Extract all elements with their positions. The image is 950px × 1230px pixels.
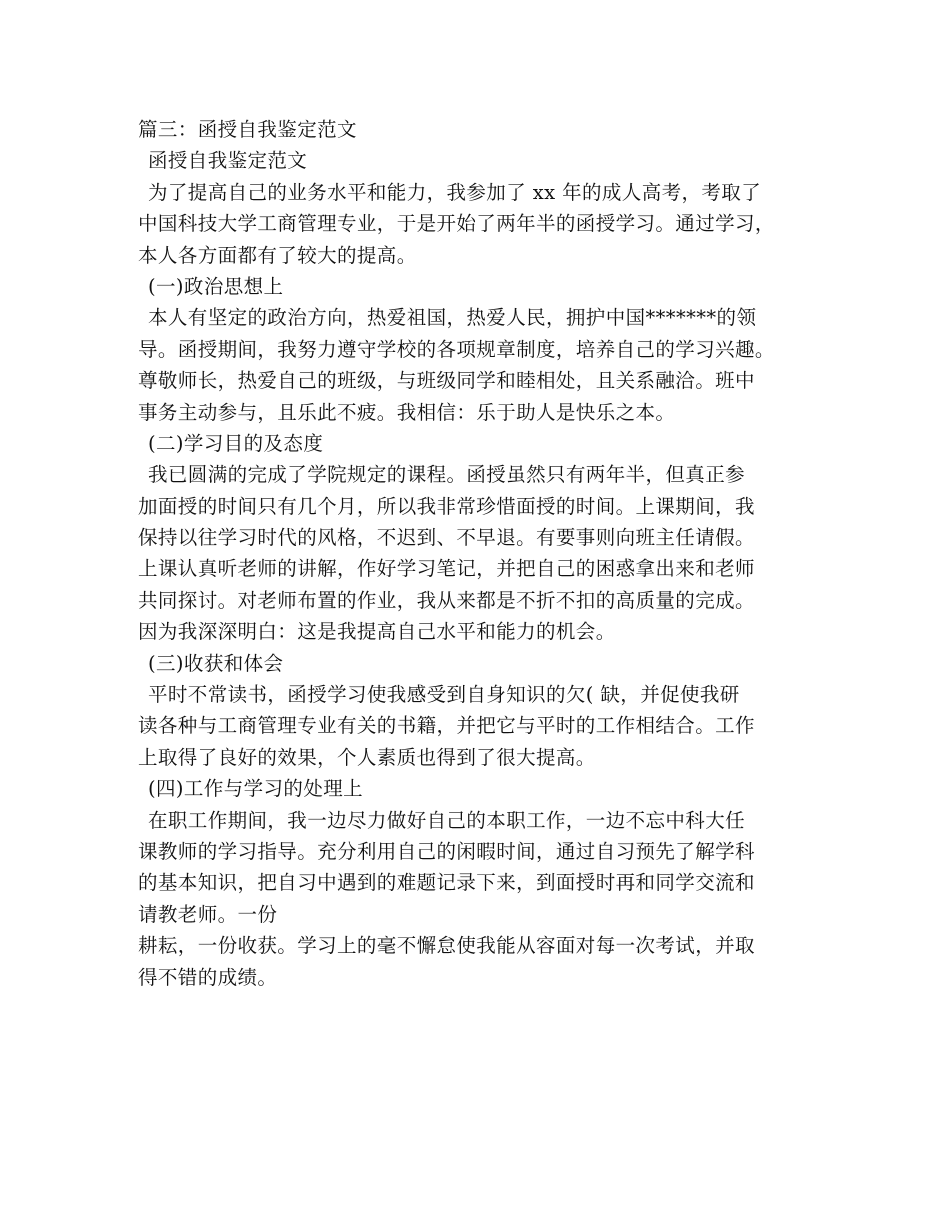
text-line: 尊敬师长，热爱自己的班级，与班级同学和睦相处，且关系融洽。班中 [138,369,755,393]
text-line: 本人各方面都有了较大的提高。 [138,243,417,267]
text-line: 得不错的成绩。 [138,965,278,989]
text-line: 因为我深深明白：这是我提高自己水平和能力的机会。 [138,620,616,644]
text-line: 导。函授期间，我努力遵守学校的各项规章制度，培养自己的学习兴趣。 [138,337,775,361]
text-line: (二)学习目的及态度 [148,431,324,455]
text-line: 耕耘，一份收获。学习上的毫不懈怠使我能从容面对每一次考试，并取 [138,934,755,958]
text-line: 的基本知识，把自习中遇到的难题记录下来，到面授时再和同学交流和 [138,871,755,895]
text-line: 读各种与工商管理专业有关的书籍，并把它与平时的工作相结合。工作 [138,714,755,738]
text-line: 上课认真听老师的讲解，作好学习笔记，并把自己的困惑拿出来和老师 [138,557,755,581]
document-title: 篇三：函授自我鉴定范文 [138,118,357,141]
text-line: 事务主动参与，且乐此不疲。我相信：乐于助人是快乐之本。 [138,400,676,424]
text-line: 加面授的时间只有几个月，所以我非常珍惜面授的时间。上课期间，我 [138,494,755,518]
text-line: 保持以往学习时代的风格，不迟到、不早退。有要事则向班主任请假。 [138,526,755,550]
text-line: 本人有坚定的政治方向，热爱祖国，热爱人民，拥护中国*******的领 [148,306,757,330]
text-line: 请教老师。一份 [138,902,278,926]
text-line: 共同探讨。对老师布置的作业，我从来都是不折不扣的高质量的完成。 [138,588,755,612]
text-line: 课教师的学习指导。充分利用自己的闲暇时间，通过自习预先了解学科 [138,839,755,863]
text-line: (四)工作与学习的处理上 [148,777,364,801]
text-line: 中国科技大学工商管理专业，于是开始了两年半的函授学习。通过学习， [138,212,775,236]
text-line: (三)收获和体会 [148,651,284,675]
text-line: 函授自我鉴定范文 [148,149,308,173]
text-line: (一)政治思想上 [148,274,284,298]
text-line: 我已圆满的完成了学院规定的课程。函授虽然只有两年半，但真正参 [148,463,746,487]
text-line: 上取得了良好的效果，个人素质也得到了很大提高。 [138,745,596,769]
text-line: 为了提高自己的业务水平和能力，我参加了 xx 年的成人高考，考取了 [148,180,762,204]
text-line: 平时不常读书，函授学习使我感受到自身知识的欠( 缺，并促使我研 [148,683,740,707]
document-body [138,114,838,993]
text-line: 在职工作期间，我一边尽力做好自己的本职工作，一边不忘中科大任 [148,808,746,832]
